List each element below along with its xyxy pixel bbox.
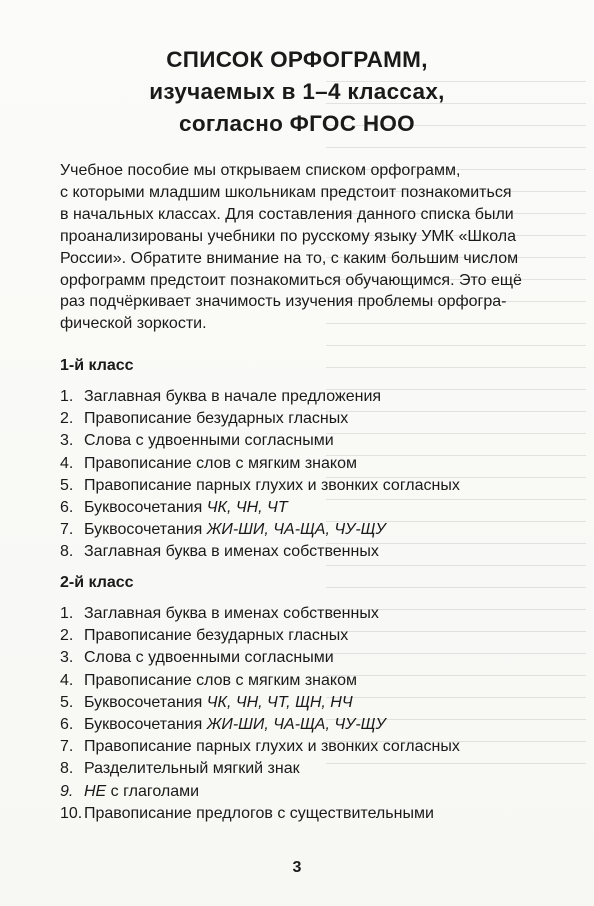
list-item [60, 408, 540, 430]
list-item [60, 736, 540, 758]
page-number: 3 [292, 859, 302, 876]
list-item-number: 7. [60, 521, 74, 539]
list-item-text: Слова с удвоенными согласными [84, 432, 334, 450]
grade-1-section [60, 355, 540, 564]
list-item-text: Слова с удвоенными согласными [84, 649, 334, 667]
list-item-text: Правописание безударных гласных [84, 627, 349, 645]
list-item-number: 1. [60, 605, 74, 622]
intro-line: проанализированы учебники по русскому языку УМК «Школа [60, 227, 516, 245]
title-line-1: СПИСОК ОРФОГРАММ, [166, 47, 428, 72]
list-item [60, 625, 540, 647]
list-item [60, 430, 540, 452]
intro-line: с которыми младшим школьникам предстоит познакомиться [60, 183, 512, 201]
page-title [0, 44, 594, 140]
grade-1-list [60, 386, 540, 564]
list-item [60, 781, 540, 803]
list-item-italic-prefix: НЕ [84, 782, 107, 800]
intro-line: раз подчёркивает значимость изучения проблемы орфогра- [60, 293, 507, 311]
grade-1-heading: 1-й класс [60, 357, 134, 374]
list-item [60, 670, 540, 692]
list-item-text: Правописание слов с мягким знаком [84, 454, 357, 472]
list-item-text: Буквосочетания [84, 693, 207, 711]
list-item [60, 603, 540, 625]
list-item [60, 714, 540, 736]
grade-2-heading: 2-й класс [60, 574, 134, 591]
list-item-number: 4. [60, 671, 74, 689]
list-item [60, 647, 540, 669]
list-item-text: Правописание слов с мягким знаком [84, 671, 357, 689]
list-item-number: 8. [60, 543, 74, 561]
title-line-2: изучаемых в 1–4 классах, [149, 79, 445, 104]
list-item-number: 1. [60, 388, 74, 405]
list-item-text: Буквосочетания [84, 499, 207, 517]
list-item [60, 803, 540, 825]
list-item-text: Заглавная буква в начале предложения [84, 388, 382, 405]
intro-line: России». Обратите внимание на то, с каким большим числом [60, 249, 519, 267]
list-item-text: Буквосочетания [84, 716, 207, 734]
list-item-text: с глаголами [106, 782, 200, 800]
list-item [60, 692, 540, 714]
list-item-number: 7. [60, 738, 74, 756]
list-item-number: 10. [60, 804, 83, 822]
list-item [60, 497, 540, 519]
intro-line: в начальных классах. Для составления данного списка были [60, 205, 514, 223]
list-item [60, 386, 540, 408]
title-line-3: согласно ФГОС НОО [179, 111, 415, 136]
list-item-text: Правописание безударных гласных [84, 410, 349, 428]
list-item [60, 541, 540, 563]
list-item-text: Правописание парных глухих и звонких согласных [84, 476, 460, 494]
list-item-text: Заглавная буква в именах собственных [84, 605, 379, 622]
list-item-number: 6. [60, 716, 74, 734]
list-item-number: 4. [60, 454, 74, 472]
list-item [60, 453, 540, 475]
list-item-text: Буквосочетания [84, 521, 207, 539]
intro-line: Учебное пособие мы открываем списком орфограмм, [60, 162, 461, 179]
list-item [60, 758, 540, 780]
list-item-number: 8. [60, 760, 74, 778]
grade-2-list [60, 603, 540, 825]
list-item-italic-letters: ЧК, ЧН, ЧТ [206, 499, 288, 517]
list-item-text: Правописание парных глухих и звонких согласных [84, 738, 460, 756]
intro-line: орфограмм предстоит познакомиться обучающимся. Это ещё [60, 271, 522, 289]
list-item-number: 3. [60, 649, 74, 667]
grade-2-section [60, 572, 540, 825]
list-item-italic-letters: ЖИ-ШИ, ЧА-ЩА, ЧУ-ЩУ [206, 521, 386, 539]
list-item [60, 519, 540, 541]
list-item-number: 2. [60, 627, 74, 645]
list-item-italic-letters: ЖИ-ШИ, ЧА-ЩА, ЧУ-ЩУ [206, 716, 386, 734]
intro-paragraph [60, 160, 556, 335]
list-item-text: Заглавная буква в именах собственных [84, 543, 379, 561]
list-item [60, 475, 540, 497]
list-item-number: 6. [60, 499, 74, 517]
list-item-number: 2. [60, 410, 74, 428]
list-item-text: Правописание предлогов с существительными [84, 804, 434, 822]
list-item-text: Разделительный мягкий знак [84, 760, 300, 778]
list-item-italic-letters: ЧК, ЧН, ЧТ, ЩН, НЧ [206, 693, 353, 711]
list-item-number: 5. [60, 693, 74, 711]
list-item-number: 5. [60, 476, 74, 494]
list-item-number: 3. [60, 432, 74, 450]
list-item-number: 9. [60, 782, 74, 800]
intro-line: фической зоркости. [60, 315, 207, 333]
